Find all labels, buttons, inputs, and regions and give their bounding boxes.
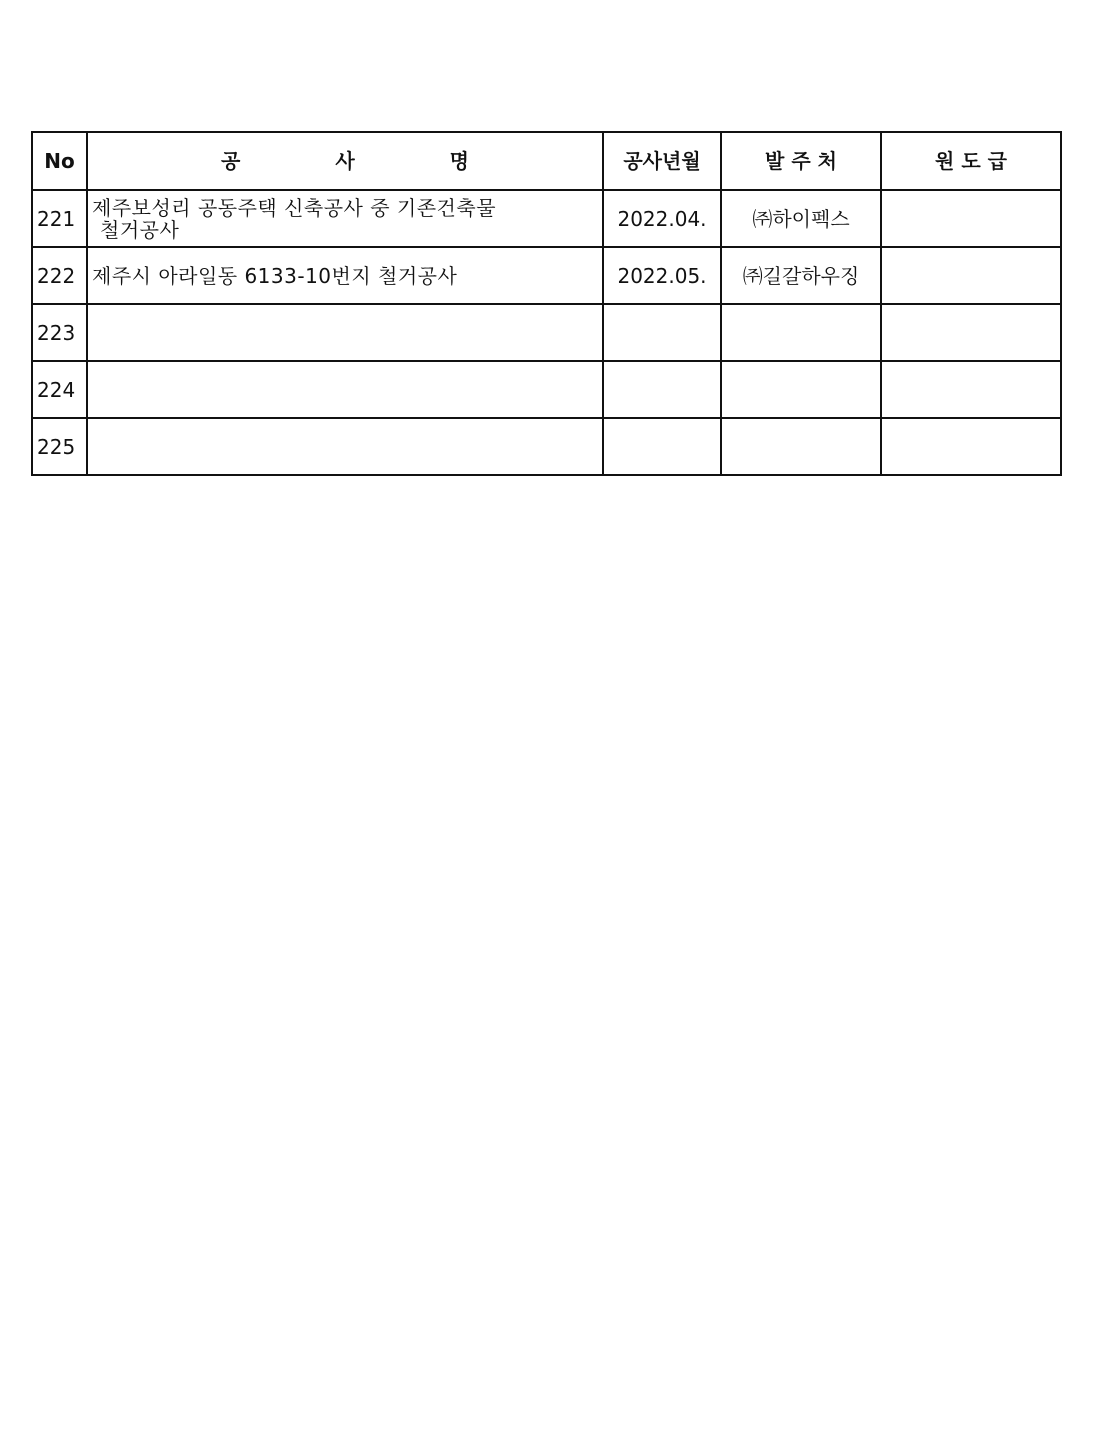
table-row [32,247,1061,304]
cell-client [721,418,881,475]
cell-date [603,304,721,361]
cell-no: 223 [32,304,87,361]
table-row [32,361,1061,418]
cell-client [721,304,881,361]
project-name-line-1: 제주시 아라일동 6133-10번지 철거공사 [92,263,458,288]
cell-project-name [87,418,603,475]
table-row [32,190,1061,247]
cell-project-name [87,304,603,361]
cell-client: ㈜길갈하우징 [721,247,881,304]
cell-date [603,418,721,475]
cell-amount [881,361,1061,418]
cell-date: 2022.04. [603,190,721,247]
cell-amount [881,247,1061,304]
table-row [32,418,1061,475]
cell-no: 221 [32,190,87,247]
cell-client: ㈜하이펙스 [721,190,881,247]
project-name-line-2: 철거공사 [100,217,180,242]
cell-client [721,361,881,418]
header-date: 공사년월 [603,132,721,190]
header-project-name-part-1: 공 [221,149,241,173]
cell-amount [881,418,1061,475]
table-row [32,304,1061,361]
cell-amount [881,304,1061,361]
cell-project-name [87,247,603,304]
header-project-name-part-3: 명 [449,149,469,173]
cell-project-name [87,190,603,247]
cell-date [603,361,721,418]
header-amount: 원 도 급 [881,132,1061,190]
cell-amount [881,190,1061,247]
cell-no: 225 [32,418,87,475]
header-row [32,132,1061,190]
cell-project-name [87,361,603,418]
header-no: No [32,132,87,190]
cell-no: 224 [32,361,87,418]
header-project-name-part-2: 사 [335,149,355,173]
header-project-name [87,132,603,190]
project-name-line-1: 제주보성리 공동주택 신축공사 중 기존건축물 [92,195,497,220]
header-client: 발 주 처 [721,132,881,190]
cell-date: 2022.05. [603,247,721,304]
cell-no: 222 [32,247,87,304]
construction-record-table [31,131,1062,476]
